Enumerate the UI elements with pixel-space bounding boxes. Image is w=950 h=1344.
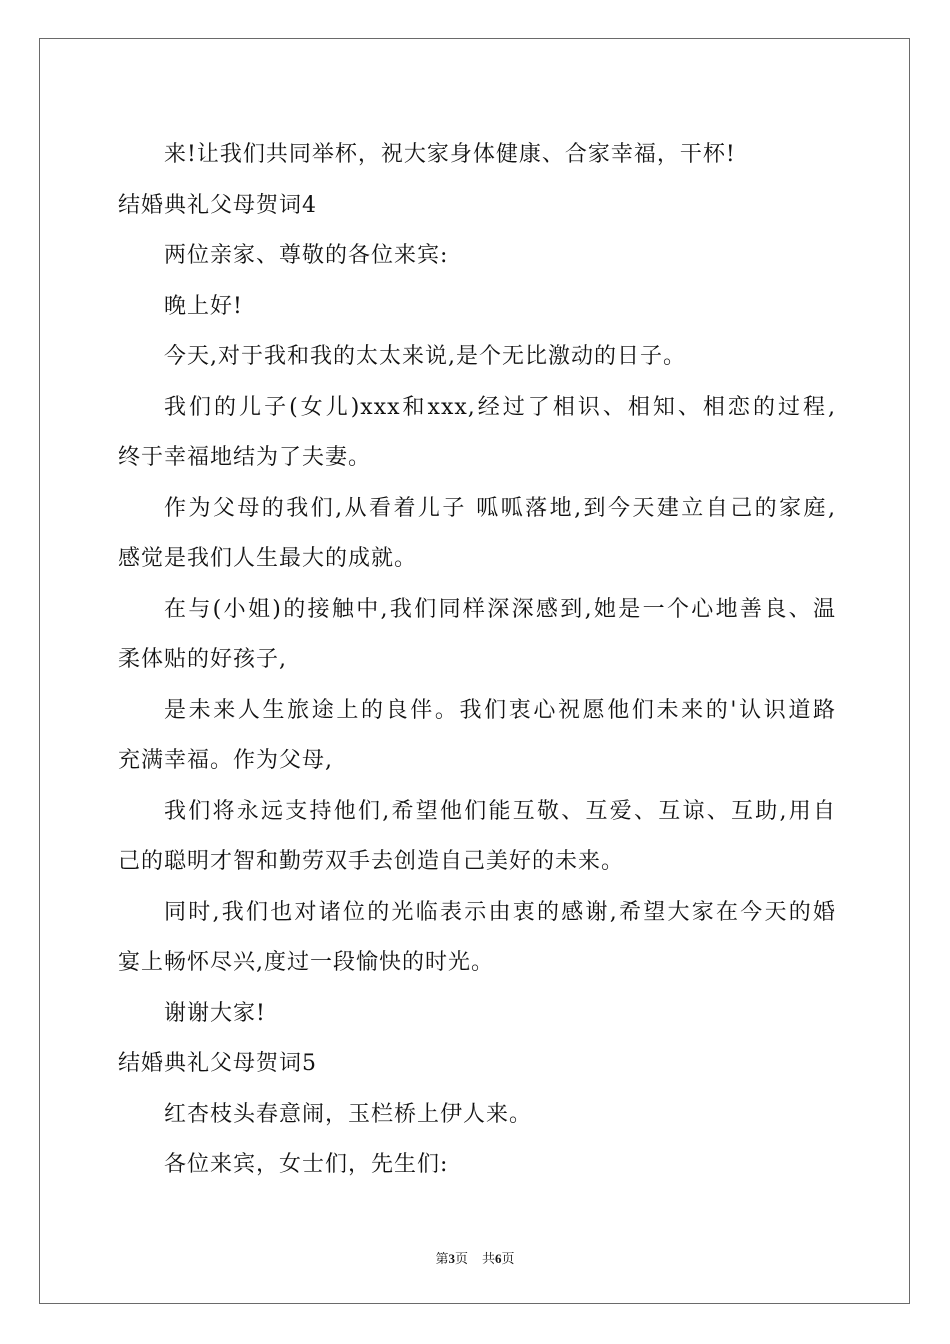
page-suffix: 页 bbox=[454, 1251, 468, 1266]
paragraph-line: 来!让我们共同举杯，祝大家身体健康、合家幸福，干杯! bbox=[164, 142, 736, 167]
page-footer bbox=[0, 1248, 950, 1267]
paragraph-line: 今天,对于我和我的太太来说,是个无比激动的日子。 bbox=[164, 344, 686, 369]
paragraph-line: 己的聪明才智和勤劳双手去创造自己美好的未来。 bbox=[118, 849, 625, 874]
paragraph-line: 红杏枝头春意闹，玉栏桥上伊人来。 bbox=[164, 1101, 533, 1127]
paragraph-line: 充满幸福。作为父母, bbox=[118, 748, 333, 773]
paragraph-line: 两位亲家、尊敬的各位来宾: bbox=[164, 243, 449, 268]
page-number: 3 bbox=[448, 1251, 455, 1266]
paragraph-line: 是未来人生旅途上的良伴。我们衷心祝愿他们未来的'认识道路 bbox=[164, 697, 836, 723]
paragraph-line: 我们的儿子(女儿)xxx和xxx,经过了相识、相知、相恋的过程, bbox=[164, 394, 836, 420]
paragraph-line: 感觉是我们人生最大的成就。 bbox=[118, 546, 418, 571]
paragraph-line: 作为父母的我们,从看着儿子 呱呱落地,到今天建立自己的家庭, bbox=[164, 495, 836, 521]
document-body bbox=[118, 130, 836, 1191]
paragraph-line: 宴上畅怀尽兴,度过一段愉快的时光。 bbox=[118, 950, 494, 975]
paragraph-line: 晚上好! bbox=[164, 293, 243, 319]
paragraph-line: 终于幸福地结为了夫妻。 bbox=[118, 445, 372, 470]
paragraph-line: 我们将永远支持他们,希望他们能互敬、互爱、互谅、互助,用自 bbox=[164, 798, 836, 824]
total-pages: 6 bbox=[495, 1251, 502, 1266]
paragraph-line: 谢谢大家! bbox=[164, 1000, 266, 1026]
section-heading: 结婚典礼父母贺词4 bbox=[118, 192, 317, 218]
total-suffix: 页 bbox=[501, 1251, 515, 1266]
paragraph-line: 同时,我们也对诸位的光临表示由衷的感谢,希望大家在今天的婚 bbox=[164, 899, 836, 925]
section-heading: 结婚典礼父母贺词5 bbox=[118, 1051, 317, 1076]
paragraph-line: 柔体贴的好孩子, bbox=[118, 647, 287, 672]
paragraph-line: 在与(小姐)的接触中,我们同样深深感到,她是一个心地善良、温 bbox=[164, 596, 836, 622]
page-prefix: 第 bbox=[435, 1251, 449, 1266]
total-prefix: 共 bbox=[482, 1251, 496, 1266]
paragraph-line: 各位来宾，女士们，先生们: bbox=[164, 1152, 449, 1177]
